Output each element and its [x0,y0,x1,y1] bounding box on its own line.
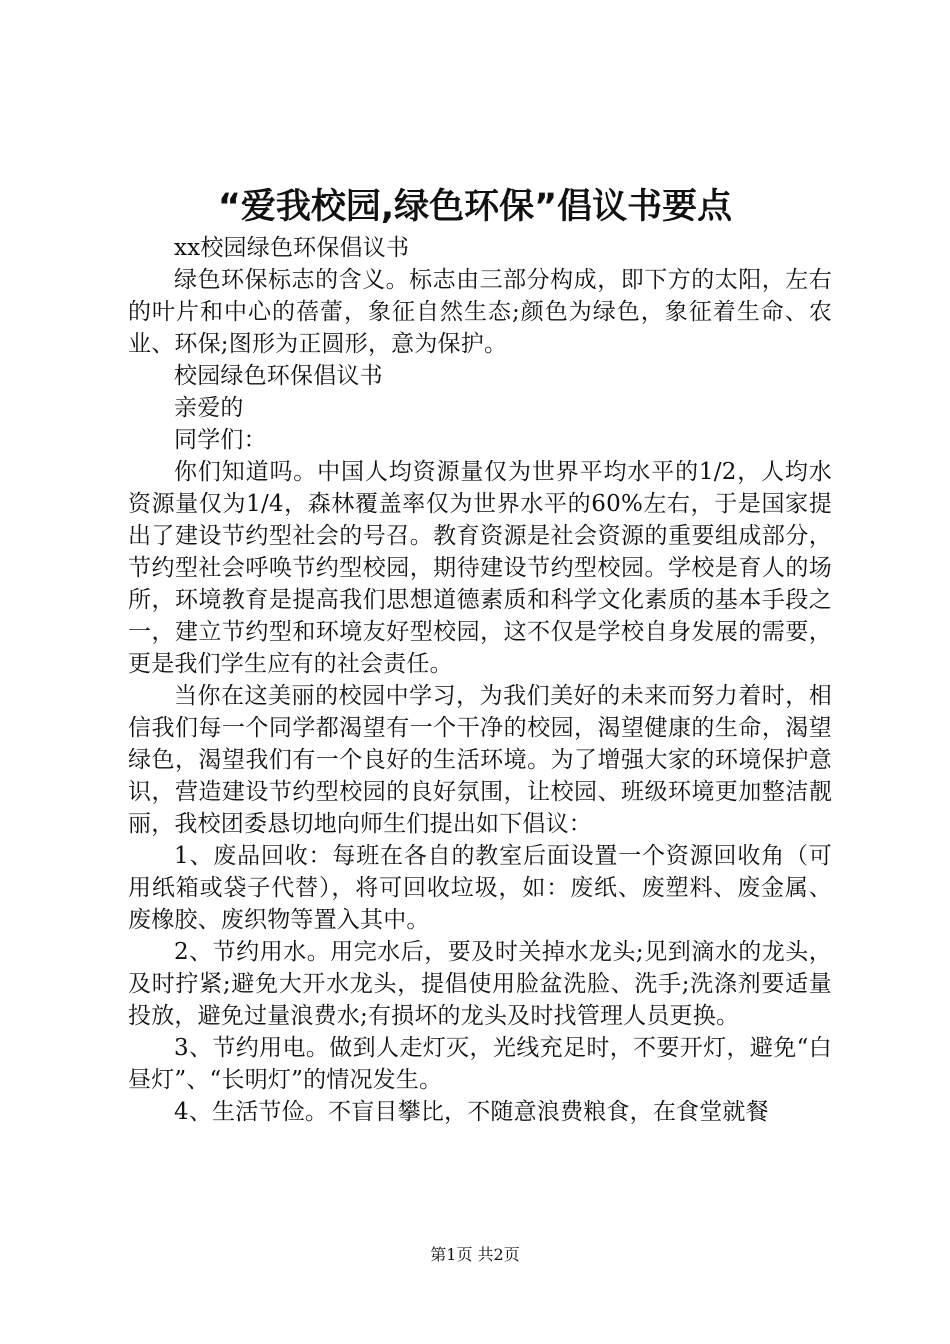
paragraph: 当你在这美丽的校园中学习，为我们美好的未来而努力着时，相信我们每一个同学都渴望有一个干净的校园，渴望健康的生命，渴望绿色，渴望我们有一个良好的生活环境。为了增强大家的环境保护意识，营造建设节约型校园的良好氛围，让校园、班级环境更加整洁靓丽，我校团委恳切地向师生们提出如下倡议： [128,683,832,837]
paragraph: xx校园绿色环保倡议书 [174,235,410,261]
paragraph: 绿色环保标志的含义。标志由三部分构成，即下方的太阳，左右的叶片和中心的蓓蕾，象征自然生态;颜色为绿色，象征着生命、农业、环保;图形为正圆形，意为保护。 [128,267,832,357]
page-number-footer: 第1页 共2页 [430,1245,520,1264]
paragraph: 同学们： [174,427,267,453]
document-title: “爱我校园,绿色环保”倡议书要点 [217,187,733,227]
document-body [128,232,832,1128]
paragraph: 你们知道吗。中国人均资源量仅为世界平均水平的1/2，人均水资源量仅为1/4，森林覆盖率仅为世界水平的60%左右，于是国家提出了建设节约型社会的号召。教育资源是社会资源的重要组成部分，节约型社会呼唤节约型校园，期待建设节约型校园。学校是育人的场所，环境教育是提高我们思想道德素质和科学文化素质的基本手段之一，建立节约型和环境友好型校园，这不仅是学校自身发展的需要，更是我们学生应有的社会责任。 [128,459,832,677]
paragraph: 1、废品回收：每班在各自的教室后面设置一个资源回收角（可用纸箱或袋子代替），将可回收垃圾，如：废纸、废塑料、废金属、废橡胶、废织物等置入其中。 [128,843,832,933]
paragraph: 2、节约用水。用完水后，要及时关掉水龙头;见到滴水的龙头，及时拧紧;避免大开水龙头，提倡使用脸盆洗脸、洗手;洗涤剂要适量投放，避免过量浪费水;有损坏的龙头及时找管理人员更换。 [128,939,832,1029]
paragraph: 3、节约用电。做到人走灯灭，光线充足时，不要开灯，避免“白昼灯”、“长明灯”的情况发生。 [128,1035,832,1093]
paragraph: 校园绿色环保倡议书 [174,363,383,389]
paragraph: 亲爱的 [174,395,244,421]
paragraph: 4、生活节俭。不盲目攀比，不随意浪费粮食，在食堂就餐 [174,1099,769,1125]
